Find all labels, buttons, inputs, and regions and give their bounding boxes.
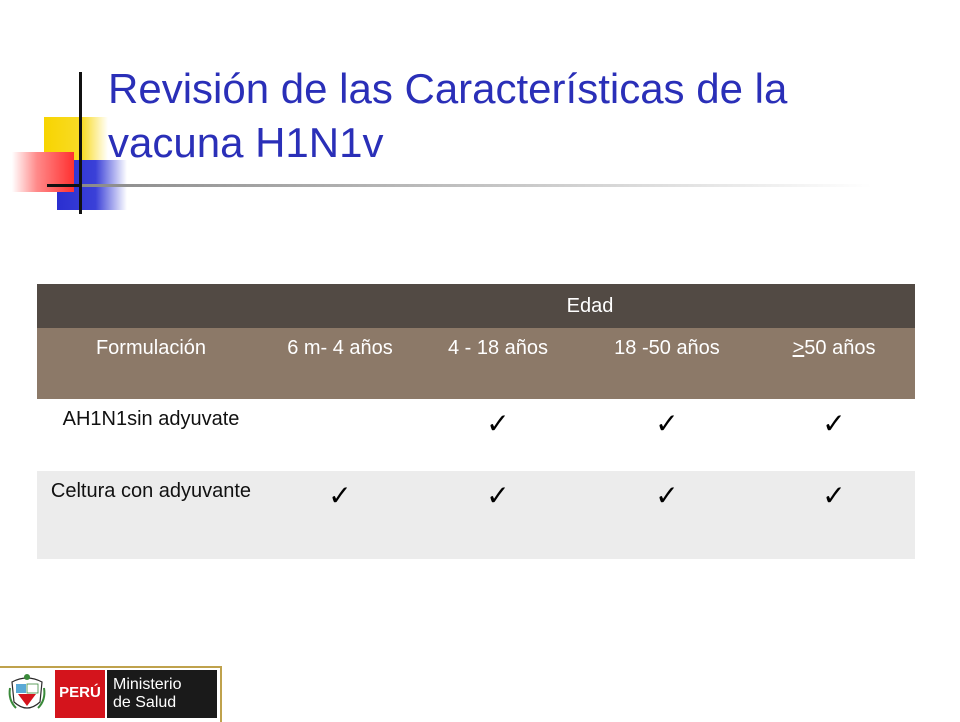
- col-header-formulacion: Formulación: [37, 328, 265, 399]
- check-icon: ✓: [328, 480, 352, 511]
- check-icon: ✓: [486, 408, 510, 439]
- col-header-18-50: 18 -50 años: [581, 328, 753, 399]
- cell-over-50: [753, 471, 915, 559]
- table-group-header-empty: [37, 284, 265, 328]
- table-group-header-row: [37, 284, 915, 328]
- table-row: [37, 399, 915, 471]
- edad-label: Edad: [566, 295, 614, 317]
- cell-6m-4: [265, 399, 415, 471]
- peru-label: PERÚ: [59, 684, 101, 701]
- ministry-line-2: de Salud: [113, 694, 177, 711]
- col-header-over-50: [753, 328, 915, 399]
- vertical-line-decoration: [79, 72, 82, 214]
- cell-4-18: [415, 471, 581, 559]
- over-50-rest: 50 años: [804, 337, 876, 359]
- table-row: [37, 471, 915, 559]
- cell-18-50: [581, 471, 753, 559]
- check-icon: ✓: [655, 408, 679, 439]
- coat-of-arms-icon: [6, 672, 48, 716]
- cell-18-50: [581, 399, 753, 471]
- table-group-header-edad: [265, 284, 915, 328]
- row-label: AH1N1sin adyuvate: [37, 399, 265, 471]
- cell-4-18: [415, 399, 581, 471]
- ministry-line-1: Ministerio: [113, 676, 182, 693]
- check-icon: ✓: [822, 408, 846, 439]
- ministry-badge: [107, 670, 217, 718]
- title-underline: [82, 184, 872, 187]
- row-label: Celtura con adyuvante: [37, 471, 265, 559]
- table-header-row: [37, 328, 915, 399]
- col-header-6m-4: 6 m- 4 años: [265, 328, 415, 399]
- check-icon: ✓: [486, 480, 510, 511]
- slide-title: Revisión de las Características de la vacuna H1N1v: [108, 65, 788, 166]
- ministry-logo: [0, 664, 222, 720]
- check-icon: ✓: [655, 480, 679, 511]
- col-header-4-18: 4 - 18 años: [415, 328, 581, 399]
- peru-badge: [55, 670, 105, 718]
- cell-over-50: [753, 399, 915, 471]
- over-50-prefix: >: [792, 337, 805, 359]
- vaccine-table: [37, 284, 915, 559]
- cell-6m-4: [265, 471, 415, 559]
- check-icon: ✓: [822, 480, 846, 511]
